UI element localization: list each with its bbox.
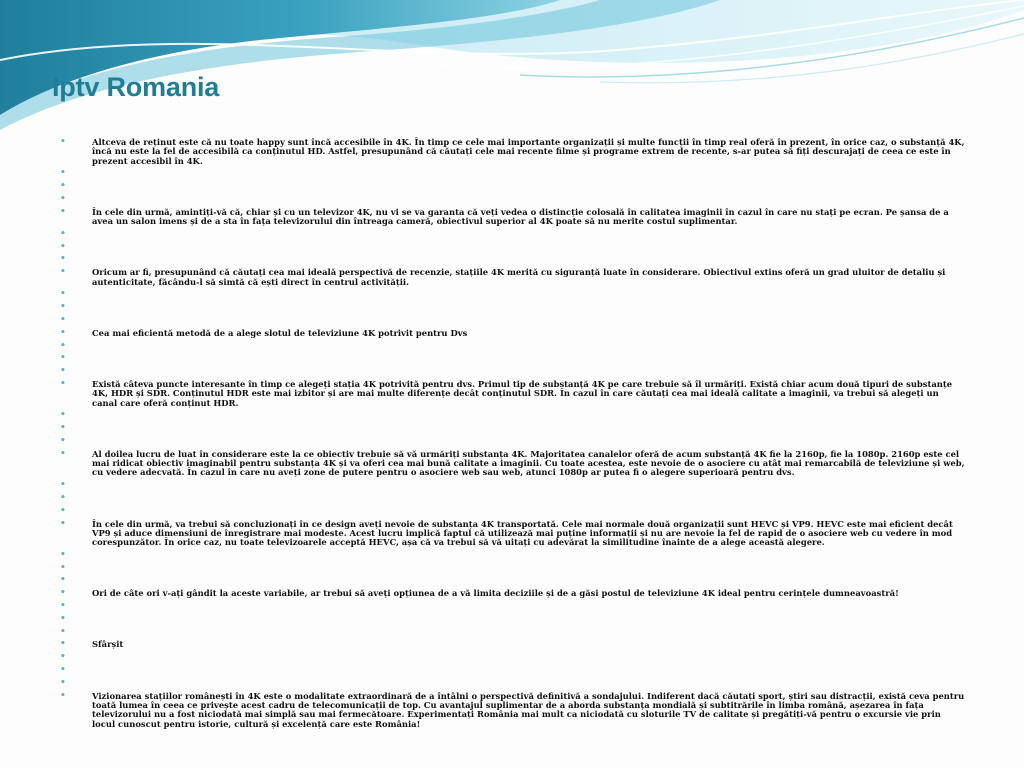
paragraph-text: Oricum ar fi, presupunând că căutați cea mai ideală perspectivă de recenzie, stațiile 4K merită cu siguranță luate în considerare. Obiectivul extins oferă un grad uluitor de detaliu și autenticitate, făcându-l să simtă că ești direct în centrul activității. (92, 267, 946, 287)
list-item-empty (60, 303, 965, 312)
bullet-icon: • (60, 626, 66, 637)
list-item-empty (60, 290, 965, 299)
list-item-empty (60, 195, 965, 204)
list-item-empty (60, 615, 965, 624)
bullet-list (60, 138, 965, 732)
bullet-icon: • (60, 652, 66, 663)
list-item (60, 692, 965, 729)
bullet-icon: • (60, 677, 66, 688)
bullet-icon: • (60, 435, 66, 446)
bullet-icon: • (60, 137, 66, 147)
list-item (60, 268, 965, 287)
list-item-empty (60, 316, 965, 325)
list-item (60, 589, 965, 598)
list-item-empty (60, 182, 965, 191)
list-item-empty (60, 507, 965, 516)
list-item (60, 450, 965, 478)
bullet-icon: • (60, 193, 66, 204)
list-item-empty (60, 666, 965, 675)
bullet-icon: • (60, 549, 66, 560)
list-item-empty (60, 628, 965, 637)
bullet-icon: • (60, 601, 66, 612)
list-item-empty (60, 602, 965, 611)
list-item-empty (60, 564, 965, 573)
bullet-icon: • (60, 254, 66, 265)
list-item (60, 138, 965, 166)
list-item-empty (60, 653, 965, 662)
list-item-empty (60, 481, 965, 490)
paragraph-text: Altceva de reținut este că nu toate happy sunt încă accesibile în 4K. În timp ce cele mai importante organizații și multe funcții în timp real oferă în prezent, în orice caz, o substanță 4K, încă nu este la fel de accesibilă ca conținutul HD. Astfel, presupunând că căutați cele mai recente filme și programe extrem de recente, s-ar putea să fiți descurajați de ceea ce este în prezent accesibil în 4K. (92, 137, 965, 166)
list-item (60, 520, 965, 548)
bullet-icon: • (60, 505, 66, 516)
bullet-icon: • (60, 353, 66, 364)
list-item-empty (60, 354, 965, 363)
bullet-icon: • (60, 518, 66, 529)
list-item (60, 380, 965, 408)
bullet-icon: • (60, 410, 66, 421)
bullet-icon: • (60, 340, 66, 351)
list-item-empty (60, 576, 965, 585)
list-item-empty (60, 342, 965, 351)
bullet-icon: • (60, 690, 66, 701)
paragraph-text: Ori de câte ori v-ați gândit la aceste variabile, ar trebui să aveți opțiunea de a vă limita deciziile și de a găsi postul de televiziune 4K ideal pentru cerințele dumneavoastră! (92, 588, 899, 599)
bullet-icon: • (60, 492, 66, 503)
bullet-icon: • (60, 302, 66, 313)
paragraph-text: În cele din urmă, amintiți-vă că, chiar și cu un televizor 4K, nu vi se va garanta că veți vedea o distincție colosală în calitatea imaginii în cazul în care nu stați pe ecran. Pe șansa de a avea un salon imens și de a sta în fața televizorului din întreaga cameră, obiectivul superior al 4K poate să nu merite costul suplimentar. (92, 206, 949, 227)
list-item (60, 640, 965, 649)
list-item-empty (60, 424, 965, 433)
paragraph-text: Cea mai eficientă metodă de a alege slotul de televiziune 4K potrivit pentru Dvs (92, 327, 468, 338)
bullet-icon: • (60, 206, 66, 217)
list-item-empty (60, 230, 965, 239)
bullet-icon: • (60, 639, 66, 650)
bullet-icon: • (60, 423, 66, 434)
bullet-icon: • (60, 181, 66, 192)
list-item (60, 208, 965, 227)
list-item-empty (60, 437, 965, 446)
list-item-empty (60, 367, 965, 376)
list-item-empty (60, 679, 965, 688)
bullet-icon: • (60, 366, 66, 377)
paragraph-text: Sfârșit (92, 639, 124, 650)
bullet-icon: • (60, 575, 66, 586)
bullet-icon: • (60, 289, 66, 300)
bullet-icon: • (60, 241, 66, 252)
list-item-empty (60, 411, 965, 420)
bullet-icon: • (60, 314, 66, 325)
decorative-wave-header (0, 0, 1024, 130)
list-item-empty (60, 494, 965, 503)
bullet-icon: • (60, 228, 66, 239)
bullet-icon: • (60, 665, 66, 676)
bullet-icon: • (60, 327, 66, 338)
bullet-icon: • (60, 168, 66, 179)
list-item-empty (60, 551, 965, 560)
bullet-icon: • (60, 267, 66, 278)
bullet-icon: • (60, 480, 66, 491)
bullet-icon: • (60, 613, 66, 624)
bullet-icon: • (60, 562, 66, 573)
bullet-icon: • (60, 378, 66, 389)
paragraph-text: Vizionarea stațiilor românești în 4K este o modalitate extraordinară de a întâlni o perspectivă definitivă a sondajului. Indiferent dacă căutați sport, știri sau distracții, există ceva pentru toată lumea în ceea ce privește acest cadru de telecomunicații de top. Cu avantajul suplimentar de a aborda substanța mondială și subtitrările în limba română, așezarea în fața televizorului nu a fost niciodată mai simplă sau mai fermecătoare. Experimentați România mai mult ca niciodată cu sloturile TV de calitate și pregătiți-vă pentru o excursie vie prin locul cunoscut pentru istorie, cultură și excelență care este România! (92, 690, 965, 729)
paragraph-text: Există câteva puncte interesante în timp ce alegeți stația 4K potrivită pentru dvs. Primul tip de substanță 4K pe care trebuie să îl urmăriți. Există chiar acum două tipuri de substanțe 4K, HDR și SDR. Conținutul HDR este mai izbitor și are mai multe diferențe decât conținutul SDR. În cazul în care căutați cea mai ideală calitate a imaginii, va trebui să alegeți un canal care oferă conținut HDR. (92, 378, 953, 408)
slide-title: Iptv Romania (52, 72, 220, 102)
bullet-icon: • (60, 448, 66, 459)
list-item (60, 329, 965, 338)
paragraph-text: În cele din urmă, va trebui să concluzionați în ce design aveți nevoie de substanța 4K transportată. Cele mai normale două organizații sunt HEVC și VP9. HEVC este mai eficient decât VP9 și aduce dimensiuni de înregistrare mai modeste. Acest lucru implică faptul că utilizează mai puține informații și nu are nevoie la fel de rapid de o asociere web cu vedere în mod corespunzător. În orice caz, nu toate televizoarele acceptă HEVC, așa că va trebui să vă uitați cu adevărat la similitudine înainte de a alege această alegere. (92, 518, 953, 548)
list-item-empty (60, 169, 965, 178)
list-item-empty (60, 255, 965, 264)
paragraph-text: Al doilea lucru de luat în considerare este la ce obiectiv trebuie să vă urmăriți substanța 4K. Majoritatea canalelor oferă de acum substanță 4K fie la 2160p, fie la 1080p. 2160p este cel mai ridicat obiectiv imaginabil pentru substanța 4K și va oferi cea mai bună calitate a imaginii. Cu toate acestea, este nevoie de o asociere cu atât mai remarcabilă de televiziune și web, cu vedere adecvată. În cazul în care nu aveți zone de putere pentru o asociere web sau web, atunci 1080p ar putea fi o alegere superioară pentru dvs. (92, 448, 965, 478)
list-item-empty (60, 243, 965, 252)
bullet-icon: • (60, 588, 66, 599)
